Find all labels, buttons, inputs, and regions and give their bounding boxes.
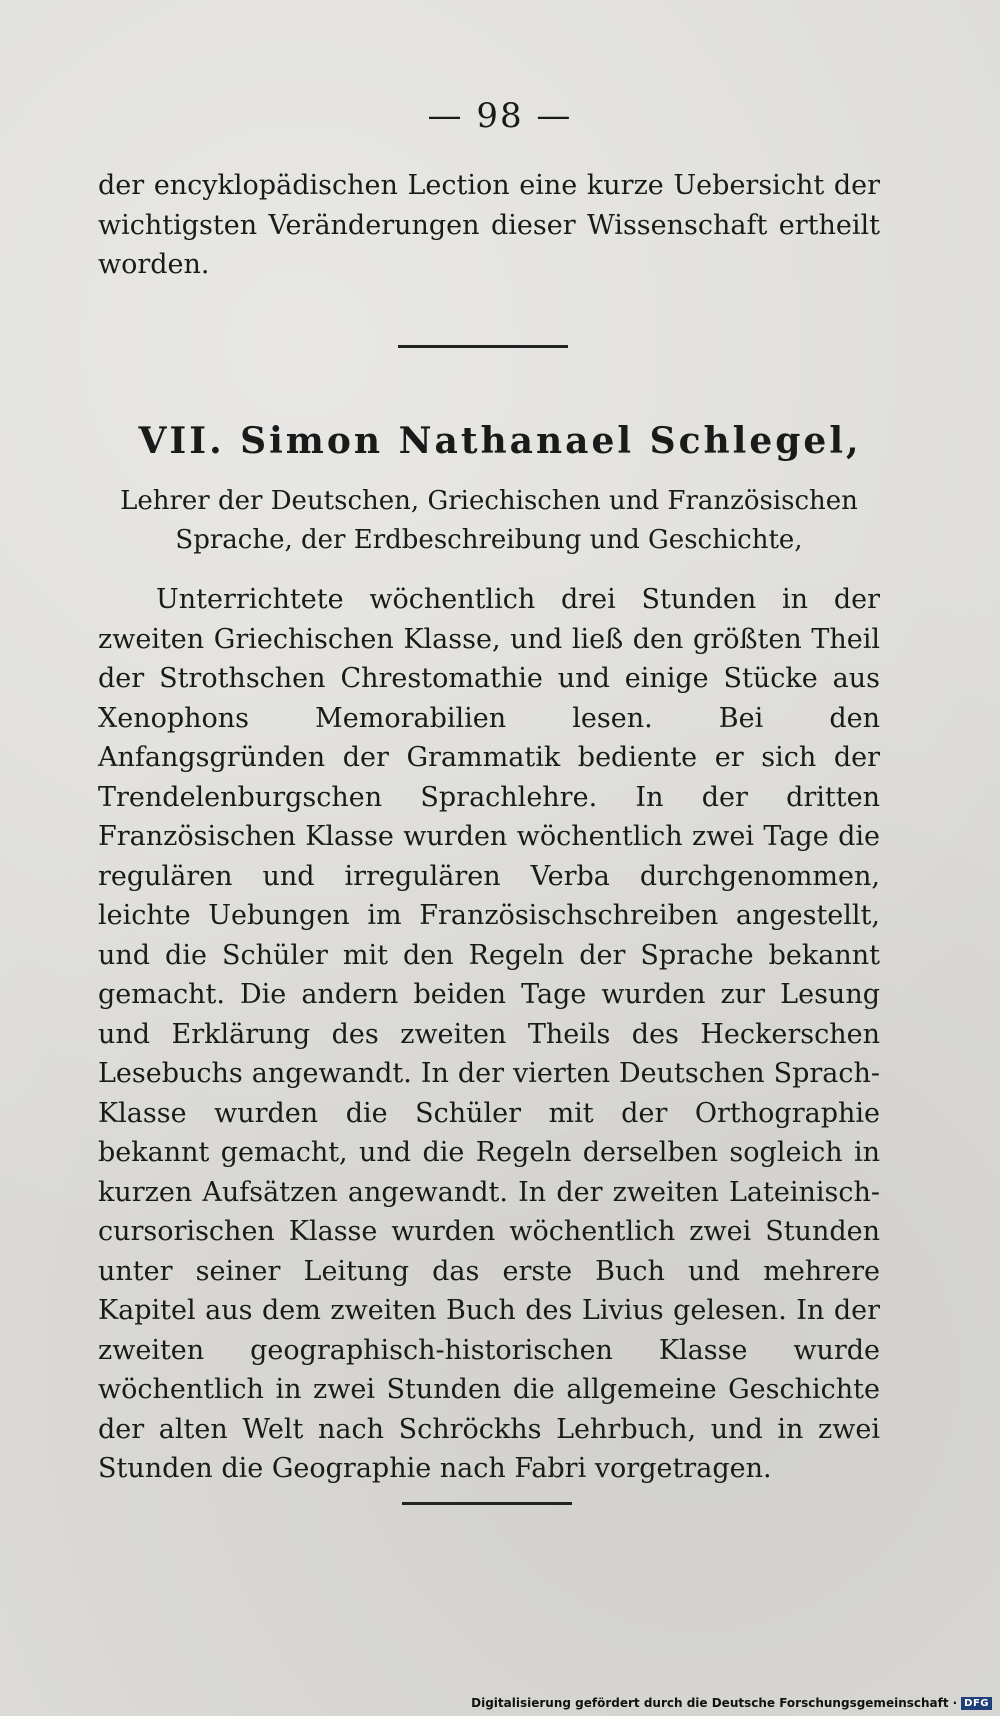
intro-paragraph: der encyklopädischen Lection eine kurze Uebersicht der wichtigsten Veränderungen dieser Wissenschaft ertheilt worden. [98, 170, 880, 280]
section-divider-bottom [402, 1502, 572, 1505]
page-number: — 98 — [427, 96, 573, 136]
section-body: Unterrichtete wöchentlich drei Stunden in der zweiten Griechischen Klasse, und ließ den größten Theil der Strothschen Chrestomathie und einige Stücke aus Xenophons Memorabilien lesen. Bei den Anfangsgründen der Grammatik bediente er sich der Trendelenburgschen Sprachlehre. In der dritten Französischen Klasse wurden wöchentlich zwei Tage die regulären und irregulären Verba durchgenommen, leichte Uebungen im Französischschreiben angestellt, und die Schüler mit den Regeln der Sprache bekannt gemacht. Die andern beiden Tage wurden zur Lesung und Erklärung des zweiten Theils des Heckerschen Lesebuchs angewandt. In der vierten Deutschen Sprach-Klasse wurden die Schüler mit der Orthographie bekannt gemacht, und die Regeln derselben sogleich in kurzen Aufsätzen angewandt. In der zweiten Lateinisch-cursorischen Klasse wurden wöchentlich zwei Stunden unter seiner Leitung das erste Buch und mehrere Kapitel aus dem zweiten Buch des Livius gelesen. In der zweiten geographisch-historischen Klasse wurde wöchentlich in zwei Stunden die allgemeine Geschichte der alten Welt nach Schröckhs Lehrbuch, und in zwei Stunden die Geographie nach Fabri vorgetragen. [98, 584, 880, 1484]
dfg-logo: DFG [961, 1697, 992, 1710]
section-heading: VII. Simon Nathanael Schlegel, [138, 420, 862, 462]
footer-credit: Digitalisierung gefördert durch die Deutsche Forschungsgemeinschaft · DFG [471, 1696, 992, 1710]
footer-text: Digitalisierung gefördert durch die Deutsche Forschungsgemeinschaft [471, 1696, 949, 1710]
section-divider-top [398, 345, 568, 348]
section-subtitle: Lehrer der Deutschen, Griechischen und Französischen Sprache, der Erdbeschreibung und Geschichte, [120, 486, 858, 555]
